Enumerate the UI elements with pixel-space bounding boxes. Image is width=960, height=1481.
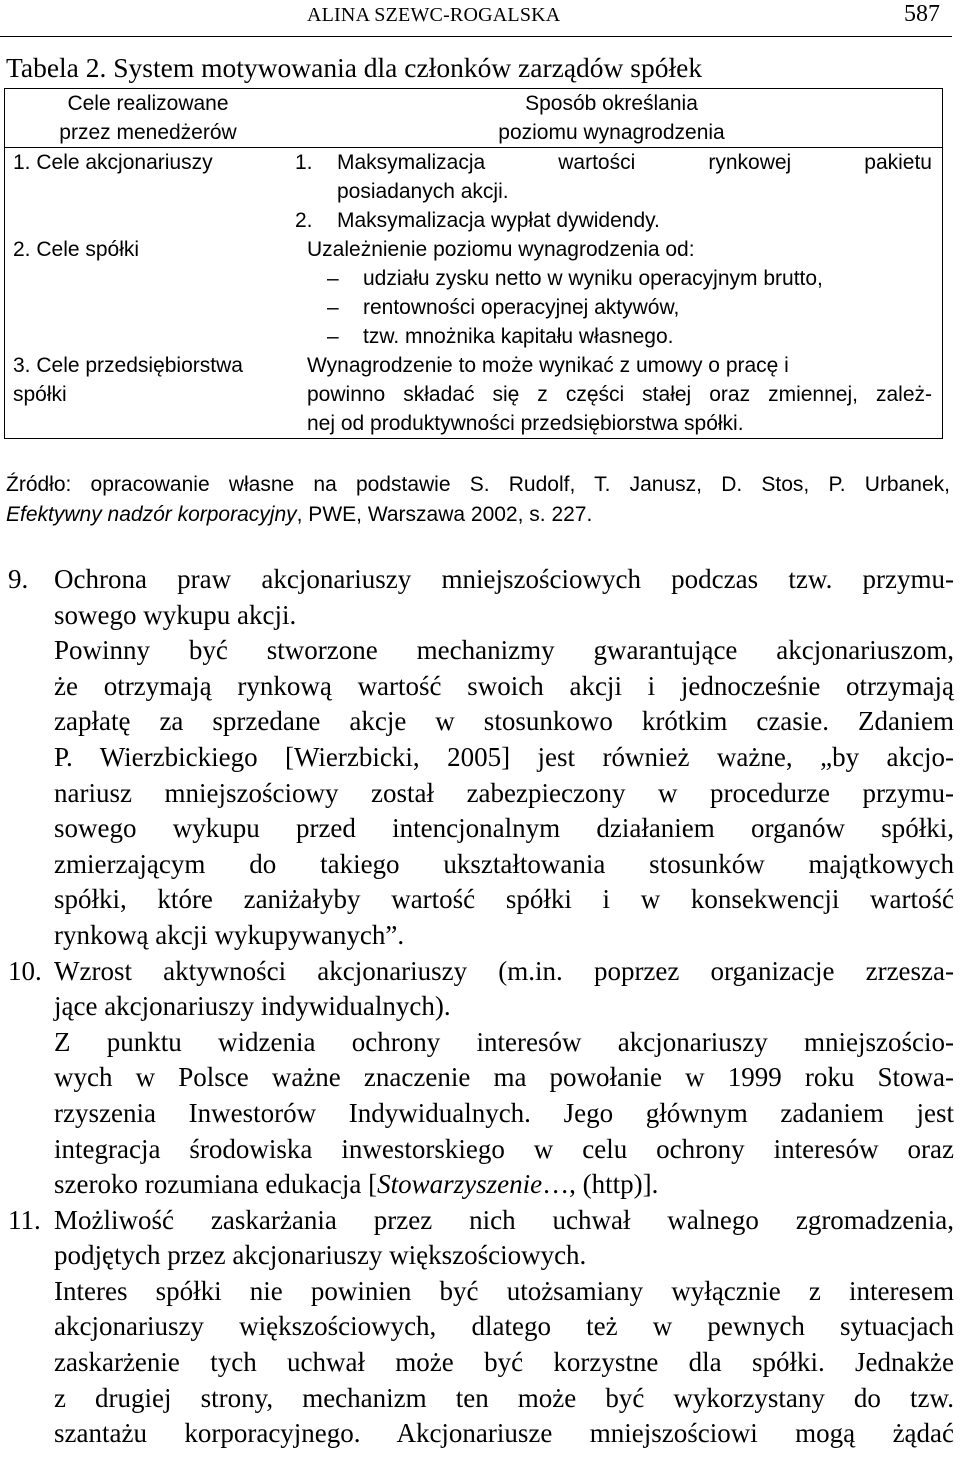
- point-heading: Możliwość zaskarżania przez nich uchwał walnego zgromadzenia,: [54, 1204, 954, 1235]
- table-cell-goal: [5, 148, 291, 235]
- main-text: [8, 562, 954, 1452]
- point-body-line: P. Wierzbickiego [Wierzbicki, 2005] jest również ważne, „by akcjo-: [54, 741, 954, 772]
- method-item-number: 2.: [295, 209, 313, 232]
- point-heading-continued: podjętych przez akcjonariuszy większościowych.: [54, 1240, 587, 1271]
- dash-item-text: rentowności operacyjnej aktywów,: [363, 296, 680, 319]
- table-header-row: [5, 89, 942, 148]
- dash-bullet: –: [327, 325, 339, 348]
- point-body-line: że otrzymają rynkową wartość swoich akcji i jednocześnie otrzymają: [54, 670, 954, 701]
- method-item-number: 1.: [295, 151, 313, 174]
- header-rule: [0, 36, 952, 37]
- method-list: [295, 148, 932, 235]
- point-number: 9.: [8, 564, 29, 594]
- method-item-text: Maksymalizacja wypłat dywidendy.: [337, 209, 660, 232]
- column-header-goals-line1: Cele realizowane: [67, 92, 229, 115]
- method-item: [295, 148, 932, 206]
- method-item: [295, 206, 932, 235]
- point-heading-continued: jące akcjonariuszy indywidualnych).: [54, 991, 451, 1022]
- numbered-point: [8, 562, 954, 954]
- point-body-line: szantażu korporacyjnego. Akcjonariusze mniejszościowi mogą żądać: [54, 1418, 954, 1449]
- table-row: [5, 351, 942, 438]
- method-text-line: Wynagrodzenie to może wynikać z umowy o pracę i: [307, 354, 789, 377]
- source-line-continued: [6, 500, 950, 530]
- table-cell-method: [291, 351, 942, 438]
- point-body-line: Powinny być stworzone mechanizmy gwarantujące akcjonariuszom,: [54, 635, 954, 666]
- point-number: 10.: [8, 955, 42, 986]
- point-heading: Ochrona praw akcjonariuszy mniejszościowych podczas tzw. przymu-: [54, 564, 954, 594]
- goal-label: 2. Cele spółki: [13, 238, 140, 261]
- table-row: [5, 148, 942, 235]
- column-header-goals-line2: przez menedżerów: [59, 121, 237, 144]
- goal-label: 3. Cele przedsiębiorstwa: [13, 354, 243, 377]
- point-body-line: z drugiej strony, mechanizm ten może być wykorzystany do tzw.: [54, 1382, 954, 1413]
- column-header-method-line1: Sposób określania: [525, 92, 698, 115]
- point-body-line: rzyszenia Inwestorów Indywidualnych. Jego głównym zadaniem jest: [54, 1097, 954, 1128]
- point-body-line: akcjonariuszy większościowych, dlatego też w pewnych sytuacjach: [54, 1311, 954, 1342]
- point-number: 11.: [8, 1204, 41, 1235]
- method-text-line: powinno składać się z części stałej oraz zmiennej, zależ-: [307, 383, 932, 406]
- point-body-line: rynkową akcji wykupywanych”.: [54, 919, 405, 950]
- goal-label-continued: spółki: [13, 383, 67, 406]
- table-row: [5, 235, 942, 351]
- column-header-method-line2: poziomu wynagrodzenia: [498, 121, 725, 144]
- running-header-author: ALINA SZEWC-ROGALSKA: [307, 4, 561, 26]
- numbered-point: [8, 954, 954, 1203]
- table-cell-goal: [5, 235, 291, 351]
- source-publisher: , PWE, Warszawa 2002, s. 227.: [296, 503, 593, 526]
- point-body-line: sowego wykupu przed intencjonalnym działaniem organów spółki,: [54, 813, 954, 844]
- dash-item: [307, 264, 932, 293]
- point-body-line: zmierzającym do takiego ukształtowania stosunków majątkowych: [54, 848, 954, 879]
- citation-prefix: szeroko rozumiana edukacja [: [54, 1169, 378, 1200]
- goal-label: 1. Cele akcjonariuszy: [13, 151, 213, 174]
- method-item-text: Maksymalizacja wartości rynkowej pakietu: [337, 151, 932, 174]
- numbered-point: [8, 1203, 954, 1452]
- page-number: 587: [904, 1, 940, 27]
- dash-bullet: –: [327, 267, 339, 290]
- table-caption: Tabela 2. System motywowania dla członków zarządów spółek: [6, 52, 703, 83]
- dash-item: [307, 322, 932, 351]
- motivation-table: [4, 88, 943, 439]
- point-body-line: Interes spółki nie powinien być utożsamiany wyłącznie z interesem: [54, 1275, 954, 1306]
- column-header-method: [291, 89, 942, 147]
- dash-item: [307, 293, 932, 322]
- point-body-line: nariusz mniejszościowy został zabezpieczony w procedurze przymu-: [54, 777, 954, 808]
- source-book-title: Efektywny nadzór korporacyjny: [6, 503, 297, 526]
- method-text-line: nej od produktywności przedsiębiorstwa spółki.: [307, 412, 744, 435]
- citation-title: Stowarzyszenie: [377, 1169, 543, 1200]
- point-body-line: zaskarżenie tych uchwał może być korzystne dla spółki. Jednakże: [54, 1347, 954, 1378]
- dash-item-text: udziału zysku netto w wyniku operacyjnym brutto,: [363, 267, 823, 290]
- point-body-line: zapłatę za sprzedane akcje w stosunkowo krótkim czasie. Zdaniem: [54, 706, 954, 737]
- point-body-line: integracja środowiska inwestorskiego w celu ochrony interesów oraz: [54, 1133, 954, 1164]
- method-item-text-continued: posiadanych akcji.: [337, 180, 509, 203]
- dash-list: [307, 264, 932, 351]
- table-cell-method: [291, 148, 942, 235]
- table-cell-goal: [5, 351, 291, 438]
- dash-bullet: –: [327, 296, 339, 319]
- point-body-line: [54, 1167, 954, 1203]
- point-heading-continued: sowego wykupu akcji.: [54, 599, 297, 630]
- point-heading: Wzrost aktywności akcjonariuszy (m.in. poprzez organizacje zrzesza-: [54, 955, 954, 986]
- column-header-goals: [5, 89, 291, 147]
- point-body-line: wych w Polsce ważne znaczenie ma powołanie w 1999 roku Stowa-: [54, 1062, 954, 1093]
- method-intro: Uzależnienie poziomu wynagrodzenia od:: [307, 238, 695, 261]
- table-cell-method: [291, 235, 942, 351]
- dash-item-text: tzw. mnożnika kapitału własnego.: [363, 325, 674, 348]
- table-source-note: [6, 470, 950, 530]
- running-header: [0, 0, 952, 40]
- citation-suffix: …, (http)].: [542, 1169, 659, 1200]
- point-body-line: spółki, które zaniżałyby wartość spółki i w konsekwencji wartość: [54, 884, 954, 915]
- source-line: Źródło: opracowanie własne na podstawie S. Rudolf, T. Janusz, D. Stos, P. Urbanek,: [6, 473, 950, 496]
- point-body-line: Z punktu widzenia ochrony interesów akcjonariuszy mniejszościo-: [54, 1026, 954, 1057]
